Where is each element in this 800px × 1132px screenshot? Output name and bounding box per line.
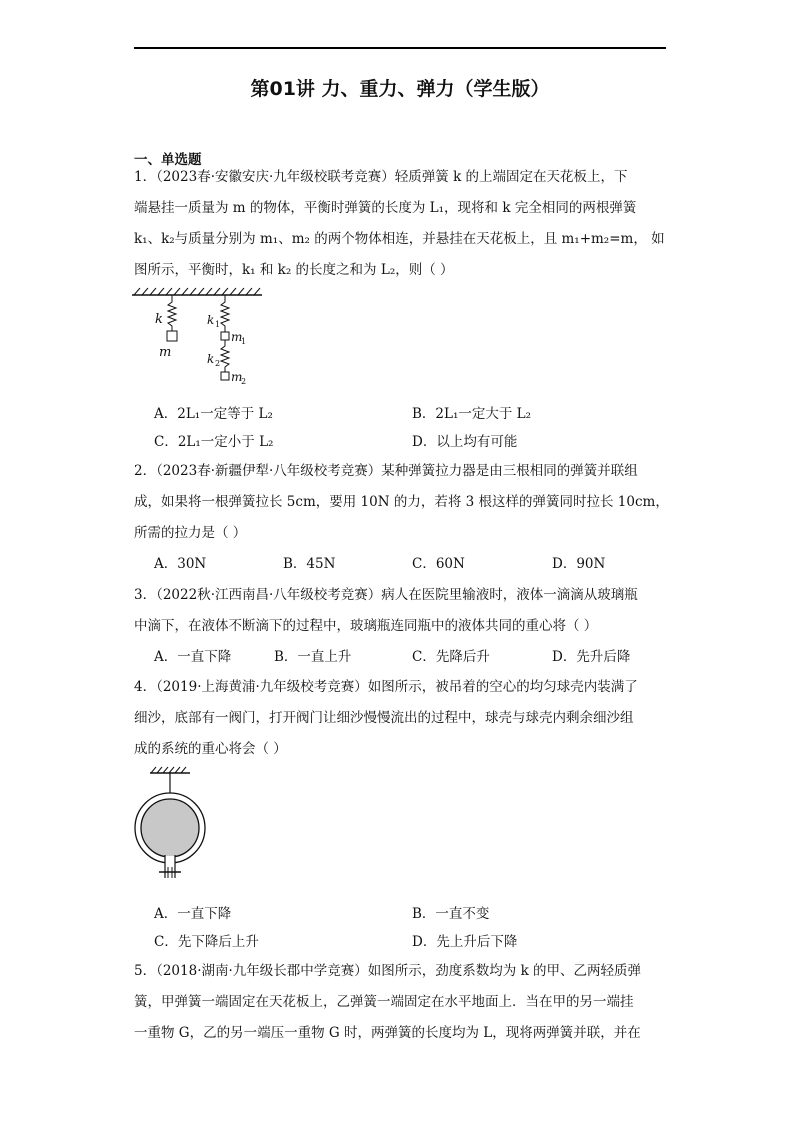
sand-shell-figure bbox=[132, 766, 212, 888]
label-m2: m bbox=[231, 370, 243, 384]
question-line: 中滴下，在液体不断滴下的过程中，玻璃瓶连同瓶中的液体共同的重心将（ ） bbox=[134, 618, 598, 634]
question-line: k₁、k₂与质量分别为 m₁、m₂ 的两个物体相连，并悬挂在天花板上，且 m₁+m₂=m， 如 bbox=[134, 231, 665, 247]
option-4b[interactable]: B．一直不变 bbox=[412, 906, 490, 922]
question-line: 端悬挂一质量为 m 的物体，平衡时弹簧的长度为 L₁，现将和 k 完全相同的两根弹簧 bbox=[134, 200, 637, 216]
question-line: 簧，甲弹簧一端固定在天花板上，乙弹簧一端固定在水平地面上．当在甲的另一端挂 bbox=[134, 994, 634, 1010]
question-line: 1．（2023春·安徽安庆·九年级校联考竞赛）轻质弹簧 k 的上端固定在天花板上，下 bbox=[134, 169, 628, 185]
question-line: 所需的拉力是（ ） bbox=[134, 525, 247, 541]
option-1c[interactable]: C．2L₁一定小于 L₂ bbox=[154, 434, 274, 450]
option-1b[interactable]: B．2L₁一定大于 L₂ bbox=[412, 406, 532, 422]
label-k2-sub: 2 bbox=[215, 359, 221, 368]
spring-k bbox=[168, 295, 176, 331]
option-3b[interactable]: B．一直上升 bbox=[274, 649, 352, 665]
option-2d[interactable]: D．90N bbox=[552, 556, 606, 572]
option-3c[interactable]: C．先降后升 bbox=[412, 649, 490, 665]
option-4a[interactable]: A．一直下降 bbox=[154, 906, 232, 922]
question-5-text bbox=[134, 956, 641, 1049]
label-m2-sub: 2 bbox=[241, 377, 247, 386]
label-k1: k bbox=[207, 313, 215, 327]
spring-figure bbox=[130, 288, 270, 388]
option-4c[interactable]: C．先下降后上升 bbox=[154, 934, 259, 950]
outlet-neck bbox=[165, 856, 175, 868]
question-line: 图所示，平衡时，k₁ 和 k₂ 的长度之和为 L₂，则（ ） bbox=[134, 262, 454, 278]
option-2c[interactable]: C．60N bbox=[412, 556, 465, 572]
option-2a[interactable]: A．30N bbox=[154, 556, 207, 572]
label-m1: m bbox=[231, 330, 243, 344]
question-line: 一重物 G，乙的另一端压一重物 G 时，两弹簧的长度均为 L，现将两弹簧并联，并在 bbox=[134, 1025, 641, 1041]
option-1d[interactable]: D．以上均有可能 bbox=[412, 434, 518, 450]
label-k1-sub: 1 bbox=[215, 320, 221, 329]
question-line: 成，如果将一根弹簧拉长 5cm，要用 10N 的力，若将 3 根这样的弹簧同时拉长 10cm， bbox=[134, 494, 669, 510]
question-line: 2．（2023春·新疆伊犁·八年级校考竞赛）某种弹簧拉力器是由三根相同的弹簧并联组 bbox=[134, 463, 638, 479]
question-3-text bbox=[134, 580, 638, 642]
question-line: 细沙，底部有一阀门，打开阀门让细沙慢慢流出的过程中，球壳与球壳内剩余细沙组 bbox=[134, 710, 634, 726]
option-1a[interactable]: A．2L₁一定等于 L₂ bbox=[154, 406, 273, 422]
page-title: 第01讲 力、重力、弹力（学生版） bbox=[250, 78, 550, 100]
support-bar bbox=[150, 767, 190, 773]
option-3d[interactable]: D．先升后降 bbox=[552, 649, 631, 665]
option-2b[interactable]: B．45N bbox=[283, 556, 336, 572]
label-k: k bbox=[155, 312, 163, 327]
question-line: 5．（2018·湖南·九年级长郡中学竞赛）如图所示，劲度系数均为 k 的甲、乙两轻质弹 bbox=[134, 963, 642, 979]
section-heading: 一、单选题 bbox=[134, 152, 202, 168]
spring-k2 bbox=[221, 340, 229, 372]
question-4-text bbox=[134, 672, 638, 765]
ceiling bbox=[132, 288, 262, 295]
option-3a[interactable]: A．一直下降 bbox=[154, 649, 232, 665]
mass-m bbox=[167, 331, 177, 341]
label-m1-sub: 1 bbox=[241, 337, 247, 346]
header-rule bbox=[134, 47, 666, 49]
question-line: 4．（2019·上海黄浦·九年级校考竞赛）如图所示，被吊着的空心的均匀球壳内装满了 bbox=[134, 679, 638, 695]
mass-m2 bbox=[221, 372, 229, 380]
question-line: 成的系统的重心将会（ ） bbox=[134, 741, 287, 757]
mass-m1 bbox=[221, 332, 229, 340]
label-m: m bbox=[159, 345, 172, 360]
sand bbox=[141, 799, 199, 857]
spring-k1 bbox=[221, 295, 229, 332]
question-line: 3．（2022秋·江西南昌·八年级校考竞赛）病人在医院里输液时，液体一滴滴从玻璃瓶 bbox=[134, 587, 638, 603]
question-2-text bbox=[134, 456, 669, 549]
option-4d[interactable]: D．先上升后下降 bbox=[412, 934, 518, 950]
label-k2: k bbox=[207, 352, 215, 366]
question-1-text bbox=[134, 162, 665, 286]
